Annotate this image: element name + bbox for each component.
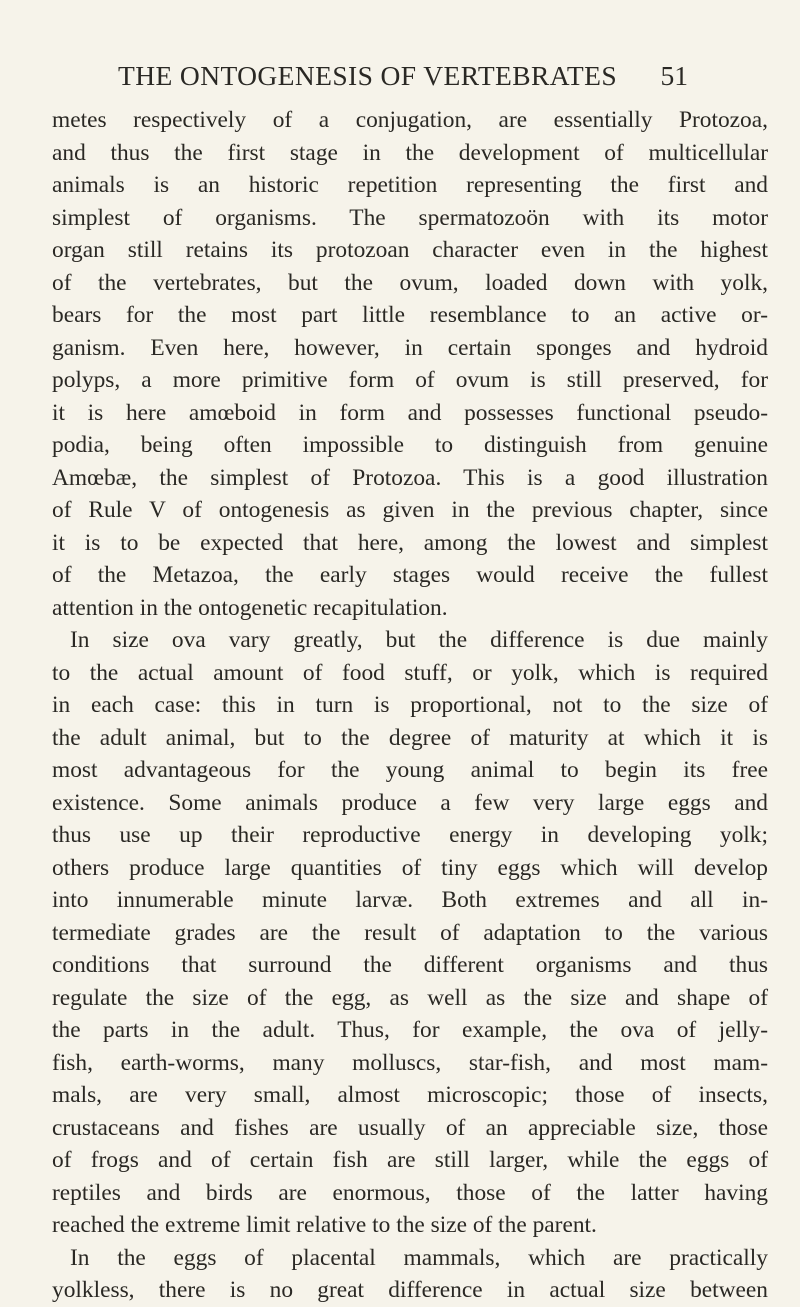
text-line: of the Metazoa, the early stages would receive the fullest — [52, 562, 768, 588]
text-line: fish, earth-worms, many molluscs, star-fish, and most mam- — [52, 1049, 768, 1076]
paragraph-first-line: In size ova vary greatly, but the difference is due mainly — [70, 627, 768, 653]
text-line: most advantageous for the young animal to begin its free — [52, 757, 768, 783]
text-line: others produce large quantities of tiny eggs which will develop — [52, 854, 768, 881]
text-line: crustaceans and fishes are usually of an appreciable size, those — [52, 1114, 768, 1141]
text-line: simplest of organisms. The spermatozoön with its motor — [52, 204, 768, 231]
text-line: polyps, a more primitive form of ovum is still preserved, for — [52, 367, 768, 393]
text-line: and thus the first stage in the development of multicellular — [52, 139, 768, 166]
text-line: into innumerable minute larvæ. Both extremes and all in- — [52, 887, 768, 913]
text-line: Amœbæ, the simplest of Protozoa. This is a good illustration — [52, 464, 768, 491]
paragraph-end-line: attention in the ontogenetic recapitulation. — [52, 594, 448, 621]
text-line: the parts in the adult. Thus, for example, the ova of jelly- — [52, 1017, 768, 1043]
running-title: THE ONTOGENESIS OF VERTEBRATES — [118, 60, 618, 91]
body-text — [52, 104, 768, 1307]
text-line: bears for the most part little resemblance to an active or- — [52, 302, 768, 328]
text-line: metes respectively of a conjugation, are essentially Protozoa, — [52, 107, 768, 133]
text-line: mals, are very small, almost microscopic; those of insects, — [52, 1082, 768, 1108]
text-line: existence. Some animals produce a few very large eggs and — [52, 789, 768, 816]
text-line: of frogs and of certain fish are still larger, while the eggs of — [52, 1147, 768, 1173]
text-line: in each case: this in turn is proportional, not to the size of — [52, 692, 768, 718]
text-line: thus use up their reproductive energy in developing yolk; — [52, 822, 768, 848]
text-line: regulate the size of the egg, as well as the size and shape of — [52, 984, 768, 1011]
paragraph-first-line: In the eggs of placental mammals, which are practically — [70, 1244, 768, 1271]
page-number: 51 — [660, 60, 688, 91]
text-line: termediate grades are the result of adaptation to the various — [52, 919, 768, 946]
text-line: conditions that surround the different organisms and thus — [52, 952, 768, 978]
text-line: of the vertebrates, but the ovum, loaded down with yolk, — [52, 269, 768, 296]
text-line: organ still retains its protozoan character even in the highest — [52, 237, 768, 263]
running-head — [118, 56, 688, 96]
text-line: the adult animal, but to the degree of maturity at which it is — [52, 724, 768, 751]
text-line: to the actual amount of food stuff, or yolk, which is required — [52, 659, 768, 686]
text-line: yolkless, there is no great difference in actual size between — [52, 1277, 768, 1303]
paragraph-end-line: reached the extreme limit relative to the size of the parent. — [52, 1212, 597, 1238]
text-line: podia, being often impossible to distinguish from genuine — [52, 432, 768, 458]
text-line: it is to be expected that here, among the lowest and simplest — [52, 529, 768, 556]
text-line: animals is an historic repetition representing the first and — [52, 172, 768, 198]
text-line: reptiles and birds are enormous, those of the latter having — [52, 1179, 768, 1206]
text-line: ganism. Even here, however, in certain sponges and hydroid — [52, 334, 768, 361]
text-line: it is here amœboid in form and possesses functional pseudo- — [52, 399, 768, 426]
text-line: of Rule V of ontogenesis as given in the previous chapter, since — [52, 497, 768, 523]
